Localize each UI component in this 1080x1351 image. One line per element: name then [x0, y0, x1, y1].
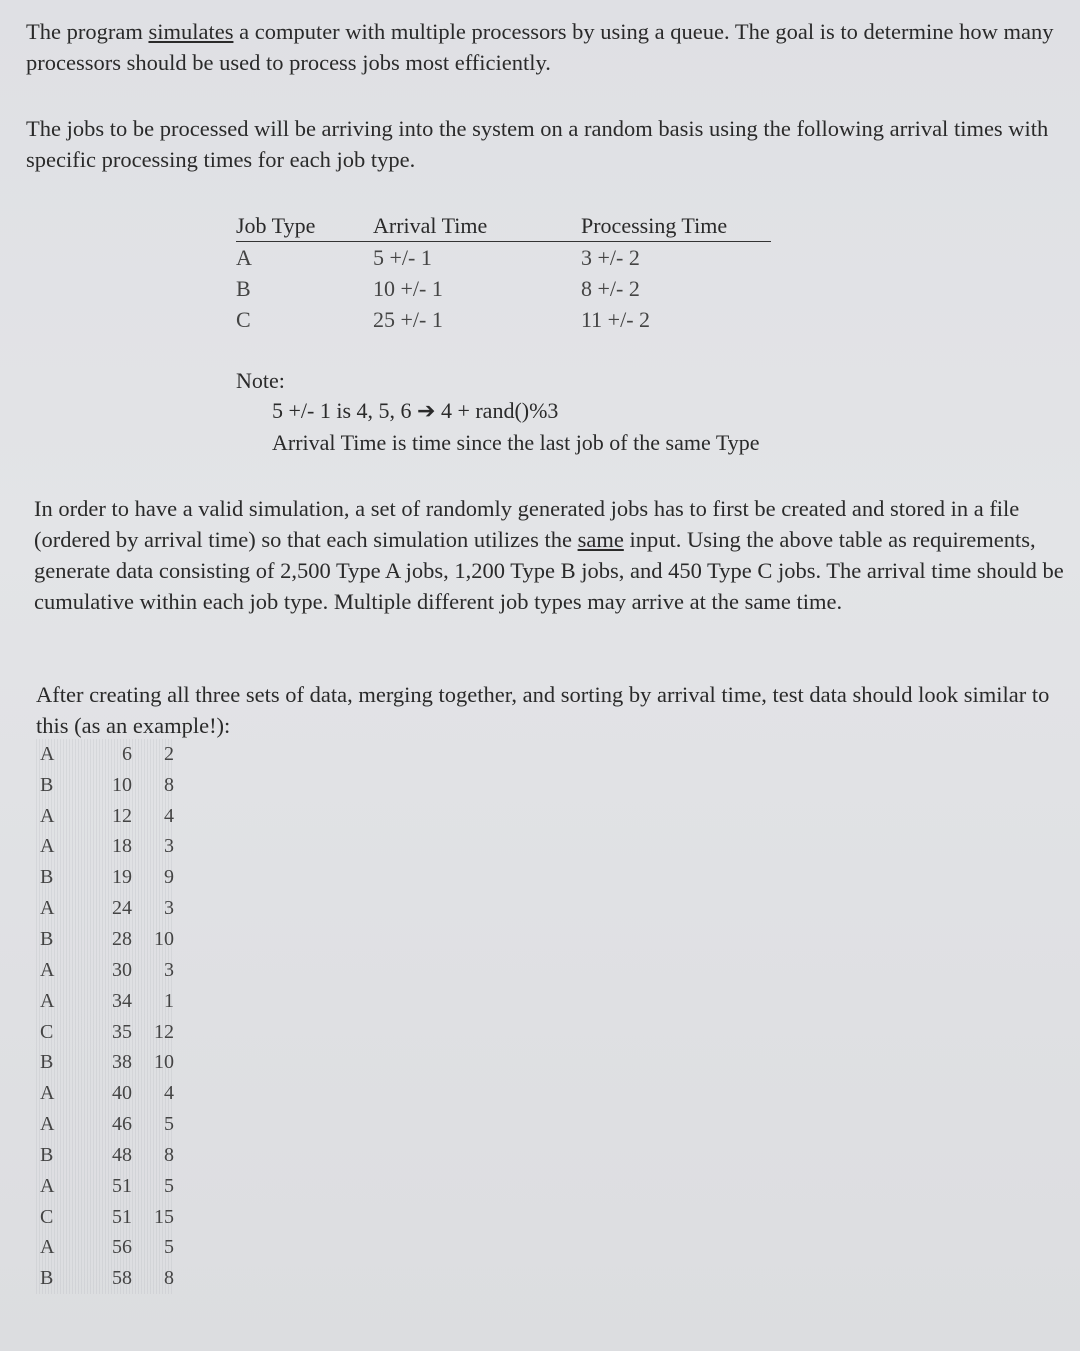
sample-arrival-time: 40 [112, 1082, 132, 1105]
sample-job-type: A [40, 1082, 55, 1105]
sample-processing-time: 3 [164, 958, 174, 981]
sample-job-type: B [40, 1051, 54, 1074]
sample-job-type: A [40, 835, 55, 858]
sample-data-row [34, 986, 174, 1017]
arrival-time-cell: 10 +/- 1 [373, 275, 443, 301]
job-table-header-row [236, 210, 771, 242]
sample-processing-time: 8 [164, 773, 174, 796]
sample-job-type: A [40, 989, 55, 1012]
sample-data-row [34, 1202, 174, 1233]
sample-processing-time: 2 [164, 742, 174, 765]
intro-text-start: The program [26, 19, 149, 44]
sample-arrival-time: 34 [112, 989, 132, 1012]
sample-arrival-time: 51 [112, 1174, 132, 1197]
example-intro-paragraph: After creating all three sets of data, merging together, and sorting by arrival time, test data should look similar to this (as an example!): [36, 682, 1050, 738]
sample-data-row [34, 832, 174, 863]
job-type-header: Job Type [236, 210, 373, 242]
sample-processing-time: 9 [164, 866, 174, 889]
sample-data-table [34, 739, 174, 1294]
sample-job-type: A [40, 1113, 55, 1136]
sample-data-row [34, 1263, 174, 1294]
sample-processing-time: 10 [154, 927, 174, 950]
processing-time-cell: 3 +/- 2 [581, 244, 640, 270]
sample-processing-time: 3 [164, 897, 174, 920]
sample-job-type: B [40, 866, 54, 889]
intro-paragraph-2: The jobs to be processed will be arriving into the system on a random basis using the following arrival times with specific processing times for each job type. [26, 116, 1049, 172]
sample-data-row [34, 1078, 174, 1109]
sample-processing-time: 5 [164, 1236, 174, 1259]
note-line-2: Arrival Time is time since the last job of the same Type [272, 430, 760, 455]
sample-arrival-time: 30 [112, 958, 132, 981]
sample-processing-time: 8 [164, 1267, 174, 1290]
note-label: Note: [236, 368, 285, 393]
sample-arrival-time: 24 [112, 897, 132, 920]
job-type-cell: A [236, 244, 252, 270]
requirements-text-start: In order to have a valid simulation, a set of randomly generated jobs has to first be created and stored in a file (ordered by arrival time) so that each simulation utilizes the [34, 496, 1020, 552]
sample-data-row [34, 1171, 174, 1202]
sample-processing-time: 15 [154, 1205, 174, 1228]
job-table-row [236, 304, 771, 335]
job-type-cell: C [236, 306, 251, 332]
sample-arrival-time: 19 [112, 866, 132, 889]
sample-processing-time: 8 [164, 1143, 174, 1166]
sample-arrival-time: 28 [112, 927, 132, 950]
sample-data-row [34, 1047, 174, 1078]
sample-processing-time: 5 [164, 1174, 174, 1197]
sample-job-type: C [40, 1205, 54, 1228]
processing-time-cell: 11 +/- 2 [581, 306, 651, 332]
sample-data-row [34, 924, 174, 955]
sample-arrival-time: 51 [112, 1205, 132, 1228]
sample-data-row [34, 770, 174, 801]
sample-job-type: C [40, 1020, 54, 1043]
intro-text-end: a computer with multiple processors by using a queue. The goal is to determine how many processors should be used to process jobs most efficiently. [26, 19, 1054, 75]
sample-data-row [34, 739, 174, 770]
sample-arrival-time: 35 [112, 1020, 132, 1043]
sample-data-row [34, 862, 174, 893]
arrival-time-cell: 25 +/- 1 [373, 306, 443, 332]
intro-paragraph-1 [26, 16, 1066, 78]
sample-processing-time: 10 [154, 1051, 174, 1074]
sample-job-type: A [40, 897, 55, 920]
sample-data-row [34, 955, 174, 986]
requirements-text-end: input. Using the above table as requirements, generate data consisting of 2,500 Type A jobs, 1,200 Type B jobs, and 450 Type C jobs. The arrival time should be cumulative within each job type. Multiple different job types may arrive at the same time. [34, 527, 1064, 614]
job-type-table [236, 210, 771, 335]
sample-job-type: A [40, 958, 55, 981]
sample-arrival-time: 38 [112, 1051, 132, 1074]
sample-job-type: A [40, 1174, 55, 1197]
arrival-time-cell: 5 +/- 1 [373, 244, 432, 270]
processing-time-cell: 8 +/- 2 [581, 275, 640, 301]
arrival-time-header: Arrival Time [373, 210, 581, 242]
note-line-1: 5 +/- 1 is 4, 5, 6 ➔ 4 + rand()%3 [272, 398, 559, 423]
job-table-row [236, 273, 771, 304]
sample-job-type: A [40, 804, 55, 827]
sample-arrival-time: 18 [112, 835, 132, 858]
sample-job-type: B [40, 773, 54, 796]
requirements-underlined-word: same [577, 527, 624, 552]
intro-underlined-word: simulates [148, 19, 234, 44]
job-table-row [236, 242, 771, 274]
sample-processing-time: 3 [164, 835, 174, 858]
sample-processing-time: 4 [164, 804, 174, 827]
sample-arrival-time: 56 [112, 1236, 132, 1259]
sample-job-type: A [40, 742, 55, 765]
sample-data-row [34, 1140, 174, 1171]
sample-processing-time: 1 [164, 989, 174, 1012]
sample-arrival-time: 48 [112, 1143, 132, 1166]
sample-processing-time: 5 [164, 1113, 174, 1136]
sample-processing-time: 4 [164, 1082, 174, 1105]
sample-data-row [34, 893, 174, 924]
requirements-paragraph [34, 493, 1064, 617]
job-type-cell: B [236, 275, 251, 301]
sample-data-row [34, 1109, 174, 1140]
sample-arrival-time: 6 [122, 742, 132, 765]
processing-time-header: Processing Time [581, 210, 771, 242]
sample-processing-time: 12 [154, 1020, 174, 1043]
sample-arrival-time: 58 [112, 1267, 132, 1290]
sample-arrival-time: 10 [112, 773, 132, 796]
sample-arrival-time: 46 [112, 1113, 132, 1136]
sample-job-type: B [40, 1143, 54, 1166]
sample-data-row [34, 1017, 174, 1048]
sample-arrival-time: 12 [112, 804, 132, 827]
sample-data-row [34, 801, 174, 832]
sample-job-type: B [40, 1267, 54, 1290]
sample-job-type: B [40, 927, 54, 950]
sample-data-row [34, 1233, 174, 1264]
sample-job-type: A [40, 1236, 55, 1259]
